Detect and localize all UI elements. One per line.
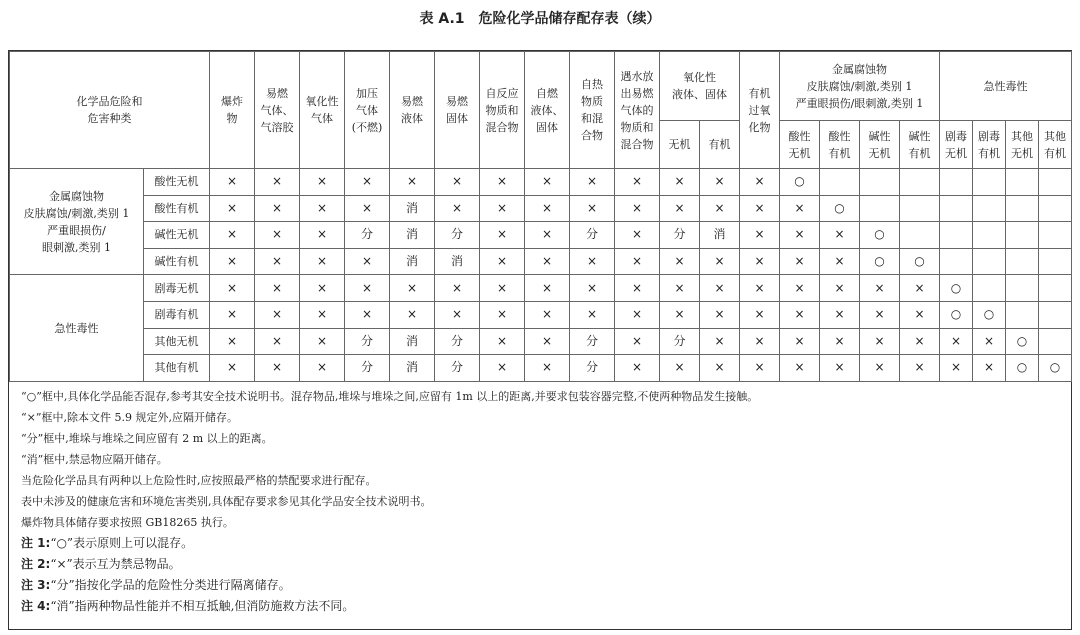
grid-cell: × (820, 248, 860, 275)
header-line: 酸性 (828, 129, 851, 143)
grid-cell: × (740, 301, 780, 328)
grid-cell (940, 195, 973, 222)
grid-cell: × (480, 328, 525, 355)
grid-cell (1006, 195, 1039, 222)
row-group-label (10, 169, 144, 275)
grid-cell: × (780, 195, 820, 222)
header-line: 爆炸 (221, 95, 243, 108)
grid-cell: × (435, 275, 480, 302)
grid-cell: × (615, 169, 660, 196)
grid-cell: × (860, 328, 900, 355)
header-line: 其他 (1011, 129, 1034, 143)
peroxide-column-header (740, 52, 780, 169)
grid-cell: × (525, 248, 570, 275)
header-line: 易燃 (266, 86, 288, 100)
header-line: 过氧 (748, 103, 771, 117)
grid-cell: 分 (570, 355, 615, 382)
grid-cell: × (435, 301, 480, 328)
grid-cell (1039, 328, 1072, 355)
grid-cell: × (615, 195, 660, 222)
grid-cell: × (345, 169, 390, 196)
grid-cell: × (660, 169, 700, 196)
header-line: 无机 (868, 146, 891, 160)
header-line: 皮肤腐蚀/刺激,类别 1 (806, 79, 913, 93)
grid-cell: × (820, 355, 860, 382)
grid-cell: × (480, 301, 525, 328)
grid-cell: × (615, 222, 660, 249)
header-line: 酸性 (788, 129, 811, 143)
grid-cell: × (435, 169, 480, 196)
grid-cell: × (480, 169, 525, 196)
row-label: 剧毒无机 (144, 275, 210, 302)
grid-cell: × (740, 248, 780, 275)
grid-cell: 消 (390, 355, 435, 382)
oxidizer-group-header (660, 52, 740, 121)
column-header (525, 52, 570, 169)
grid-cell: × (780, 275, 820, 302)
grid-cell: × (700, 328, 740, 355)
header-line: 易燃 (446, 95, 468, 108)
grid-cell: 消 (390, 248, 435, 275)
grid-cell (1006, 222, 1039, 249)
grid-cell (973, 169, 1006, 196)
grid-cell (900, 222, 940, 249)
column-header (255, 52, 300, 169)
header-line: 液体、固体 (672, 88, 727, 101)
row-label: 其他有机 (144, 355, 210, 382)
grid-cell: 消 (390, 222, 435, 249)
grid-cell: ○ (860, 222, 900, 249)
grid-cell: × (780, 328, 820, 355)
grid-cell (973, 248, 1006, 275)
column-header (480, 52, 525, 169)
corner-header (10, 52, 210, 169)
grid-cell: × (300, 169, 345, 196)
toxic-group-header: 急性毒性 (940, 52, 1072, 121)
grid-cell: × (480, 275, 525, 302)
grid-cell: × (700, 355, 740, 382)
table-row (10, 195, 1072, 222)
header-line: 严重眼损伤/眼刺激,类别 1 (795, 96, 924, 110)
grid-cell (1006, 169, 1039, 196)
grid-cell: 分 (435, 355, 480, 382)
grid-cell: × (820, 275, 860, 302)
grid-cell: × (570, 275, 615, 302)
grid-cell: ○ (973, 301, 1006, 328)
grid-cell: × (525, 355, 570, 382)
grid-cell: × (740, 222, 780, 249)
grid-cell: 分 (435, 222, 480, 249)
grid-cell: × (255, 301, 300, 328)
grid-cell (1039, 169, 1072, 196)
grid-cell: × (390, 301, 435, 328)
grid-cell: × (570, 248, 615, 275)
row-label: 碱性无机 (144, 222, 210, 249)
header-line: 物 (226, 112, 238, 125)
grid-cell: × (660, 355, 700, 382)
header-line: 眼刺激,类别 1 (42, 240, 111, 254)
grid-cell: × (210, 275, 255, 302)
header-line: 混合物 (485, 120, 519, 134)
grid-cell: × (660, 301, 700, 328)
header-line: 物质 (581, 95, 603, 108)
header-line: 严重眼损伤/ (47, 223, 106, 237)
footnote-2: 注 2:“×”表示互为禁忌物品。 (21, 557, 181, 571)
grid-cell: × (900, 301, 940, 328)
grid-cell: × (700, 275, 740, 302)
header-line: 合物 (581, 129, 603, 142)
header-line: 无机 (788, 146, 811, 160)
header-line: 易燃 (401, 95, 423, 108)
grid-cell: × (345, 275, 390, 302)
grid-cell: 消 (435, 248, 480, 275)
grid-cell: × (255, 195, 300, 222)
header-line: 金属腐蚀物 (49, 189, 104, 203)
header-line: 遇水放 (620, 69, 654, 83)
grid-cell (1039, 275, 1072, 302)
grid-cell: × (860, 355, 900, 382)
notes-section (21, 386, 1061, 617)
grid-cell: × (300, 328, 345, 355)
grid-cell: × (300, 301, 345, 328)
header-line: 无机 (1011, 146, 1034, 160)
corrosive-group-header (780, 52, 940, 121)
grid-cell: 分 (570, 328, 615, 355)
toxic-subheader (1039, 121, 1072, 169)
column-header (300, 52, 345, 169)
note-other-hazards: 表中未涉及的健康危害和环境危害类别,具体配存要求参见其化学品安全技术说明书。 (21, 495, 432, 508)
column-header (210, 52, 255, 169)
header-line: 有机 (908, 146, 931, 160)
header-line: 混合物 (620, 137, 654, 151)
header-line: 气体 (356, 103, 378, 117)
table-row (10, 301, 1072, 328)
grid-cell: ○ (780, 169, 820, 196)
header-line: 碱性 (908, 129, 931, 143)
toxic-subheader (1006, 121, 1039, 169)
footnote-1: 注 1:“○”表示原则上可以混存。 (21, 536, 194, 550)
grid-cell: × (525, 195, 570, 222)
grid-cell: × (345, 301, 390, 328)
grid-cell (860, 195, 900, 222)
grid-cell: × (780, 355, 820, 382)
grid-cell: × (780, 222, 820, 249)
grid-cell: × (740, 275, 780, 302)
grid-cell (973, 195, 1006, 222)
note-explosives: 爆炸物具体储存要求按照 GB18265 执行。 (21, 516, 234, 529)
header-line: 皮肤腐蚀/刺激,类别 1 (23, 206, 130, 220)
grid-cell: × (700, 248, 740, 275)
header-line: 气体的 (620, 103, 654, 117)
grid-cell: × (900, 275, 940, 302)
grid-cell: × (820, 328, 860, 355)
grid-cell: × (780, 301, 820, 328)
storage-compatibility-table (8, 50, 1072, 630)
note-circle: “○”框中,具体化学品能否混存,参考其安全技术说明书。混存物品,堆垛与堆垛之间,应留有 1m 以上的距离,并要求包装容器完整,不使两种物品发生接触。 (21, 390, 759, 403)
grid-cell: × (255, 275, 300, 302)
grid-cell: × (615, 355, 660, 382)
grid-cell: × (255, 328, 300, 355)
grid-cell: × (480, 248, 525, 275)
row-label: 碱性有机 (144, 248, 210, 275)
grid-cell: × (210, 169, 255, 196)
grid-cell: 消 (390, 195, 435, 222)
grid-cell: × (660, 275, 700, 302)
grid-cell: ○ (860, 248, 900, 275)
table-row (10, 169, 1072, 196)
header-line: 氧化性 (683, 71, 716, 84)
row-label: 酸性有机 (144, 195, 210, 222)
column-header (615, 52, 660, 169)
grid-cell: × (615, 248, 660, 275)
note-cross: “×”框中,除本文件 5.9 规定外,应隔开储存。 (21, 411, 238, 424)
header-line: 和混 (581, 112, 603, 125)
column-header (435, 52, 480, 169)
grid-cell: × (210, 328, 255, 355)
grid-cell: × (480, 195, 525, 222)
grid-cell: × (390, 169, 435, 196)
grid-cell: × (820, 222, 860, 249)
header-line: 自热 (581, 78, 603, 91)
table-title: 表 A.1 危险化学品储存配存表（续） (419, 11, 661, 27)
header-line: 金属腐蚀物 (832, 62, 887, 76)
header-line: 自燃 (536, 86, 558, 100)
row-label: 其他无机 (144, 328, 210, 355)
grid-cell: × (740, 328, 780, 355)
header-line: 化学品危险和 (76, 95, 143, 108)
grid-cell: × (210, 248, 255, 275)
header-line: 气体 (311, 112, 333, 125)
grid-cell: × (700, 169, 740, 196)
toxic-subheader (973, 121, 1006, 169)
header-line: 液体、 (530, 103, 564, 117)
table-row (10, 248, 1072, 275)
grid-cell: × (300, 248, 345, 275)
grid-cell: × (525, 169, 570, 196)
grid-cell: ○ (820, 195, 860, 222)
column-header (390, 52, 435, 169)
grid-cell: × (820, 301, 860, 328)
grid-cell: × (525, 222, 570, 249)
grid-cell: × (570, 195, 615, 222)
grid-cell: 分 (660, 222, 700, 249)
header-line: 急性毒性 (54, 321, 99, 335)
corrosive-subheader (820, 121, 860, 169)
grid-cell: × (255, 248, 300, 275)
grid-cell: 消 (700, 222, 740, 249)
grid-cell: × (525, 328, 570, 355)
grid-cell: × (210, 301, 255, 328)
grid-cell: 分 (435, 328, 480, 355)
header-line: 化物 (748, 120, 771, 134)
grid-cell: × (940, 355, 973, 382)
oxidizer-subheader: 无机 (660, 121, 700, 169)
header-line: 物质和 (485, 103, 519, 117)
grid-cell: × (570, 169, 615, 196)
grid-cell: ○ (1006, 328, 1039, 355)
grid-cell: ○ (940, 275, 973, 302)
header-line: 固体 (446, 112, 468, 125)
grid-cell (940, 248, 973, 275)
grid-cell: × (480, 355, 525, 382)
grid-cell: × (860, 275, 900, 302)
header-line: 气溶胶 (260, 120, 294, 134)
header-line: 有机 (978, 146, 1001, 160)
header-line: 出易燃 (620, 86, 654, 100)
grid-cell (940, 169, 973, 196)
oxidizer-subheader: 有机 (700, 121, 740, 169)
grid-cell (1006, 248, 1039, 275)
grid-cell: × (435, 195, 480, 222)
header-line: 无机 (945, 146, 968, 160)
toxic-subheader (940, 121, 973, 169)
grid-cell (900, 195, 940, 222)
grid-cell: × (300, 195, 345, 222)
grid-cell: ○ (1039, 355, 1072, 382)
grid-cell (973, 222, 1006, 249)
grid-cell: × (210, 355, 255, 382)
note-multi-hazard: 当危险化学品具有两种以上危险性时,应按照最严格的禁配要求进行配存。 (21, 474, 377, 487)
grid-cell: × (973, 328, 1006, 355)
grid-cell: × (860, 301, 900, 328)
grid-cell (820, 169, 860, 196)
grid-cell: × (255, 355, 300, 382)
grid-cell: × (480, 222, 525, 249)
grid-cell: × (900, 328, 940, 355)
grid-cell: × (525, 301, 570, 328)
grid-cell: × (255, 222, 300, 249)
grid-cell: × (660, 195, 700, 222)
header-line: (不燃) (351, 120, 383, 134)
grid-cell (860, 169, 900, 196)
grid-cell: × (700, 301, 740, 328)
grid-cell: × (940, 328, 973, 355)
grid-cell (900, 169, 940, 196)
grid-cell (1039, 222, 1072, 249)
grid-cell: × (300, 275, 345, 302)
corrosive-subheader (860, 121, 900, 169)
row-label: 酸性无机 (144, 169, 210, 196)
row-group-label (10, 275, 144, 381)
table-row (10, 222, 1072, 249)
grid-cell: 分 (345, 222, 390, 249)
grid-cell: × (300, 355, 345, 382)
grid-cell (1039, 248, 1072, 275)
grid-cell: × (740, 355, 780, 382)
row-label: 剧毒有机 (144, 301, 210, 328)
grid-cell: 分 (570, 222, 615, 249)
column-header (570, 52, 615, 169)
compatibility-grid (9, 51, 1072, 382)
column-header (345, 52, 390, 169)
header-line: 自反应 (485, 86, 519, 100)
corrosive-subheader (900, 121, 940, 169)
grid-cell: ○ (940, 301, 973, 328)
header-line: 碱性 (868, 129, 891, 143)
header-line: 剧毒 (978, 129, 1001, 143)
grid-cell (973, 275, 1006, 302)
grid-cell: × (973, 355, 1006, 382)
grid-cell: × (780, 248, 820, 275)
note-fen: “分”框中,堆垛与堆垛之间应留有 2 m 以上的距离。 (21, 432, 273, 445)
note-xiao: “消”框中,禁忌物应隔开储存。 (21, 453, 168, 466)
header-line: 加压 (356, 86, 378, 100)
header-line: 有机 (748, 86, 771, 100)
grid-cell: 分 (345, 328, 390, 355)
header-line: 其他 (1044, 129, 1067, 143)
header-line: 液体 (401, 112, 423, 125)
grid-cell: × (210, 195, 255, 222)
footnote-4: 注 4:“消”指两种物品性能并不相互抵触,但消防施救方法不同。 (21, 599, 355, 613)
footnote-3: 注 3:“分”指按化学品的危险性分类进行隔离储存。 (21, 578, 291, 592)
grid-cell: × (255, 169, 300, 196)
header-line: 剧毒 (945, 129, 968, 143)
grid-cell: × (345, 195, 390, 222)
grid-cell: × (615, 301, 660, 328)
grid-cell: × (900, 355, 940, 382)
grid-cell: ○ (1006, 355, 1039, 382)
header-line: 固体 (536, 120, 558, 134)
grid-cell: 消 (390, 328, 435, 355)
header-line: 物质和 (620, 120, 654, 134)
table-row (10, 355, 1072, 382)
grid-cell: × (345, 248, 390, 275)
grid-cell: × (660, 248, 700, 275)
header-line: 有机 (1044, 146, 1067, 160)
grid-cell (1006, 301, 1039, 328)
grid-cell (1039, 301, 1072, 328)
grid-cell (940, 222, 973, 249)
grid-cell: × (300, 222, 345, 249)
grid-cell (1039, 195, 1072, 222)
grid-cell: 分 (345, 355, 390, 382)
grid-cell: × (525, 275, 570, 302)
grid-cell: × (390, 275, 435, 302)
table-row (10, 328, 1072, 355)
header-line: 气体、 (260, 103, 294, 117)
table-row (10, 275, 1072, 302)
grid-cell: × (210, 222, 255, 249)
grid-cell: × (615, 328, 660, 355)
grid-cell: × (740, 169, 780, 196)
corrosive-subheader (780, 121, 820, 169)
header-line: 氧化性 (305, 95, 339, 108)
grid-cell: × (570, 301, 615, 328)
header-line: 危害种类 (87, 112, 132, 125)
header-line: 有机 (828, 146, 851, 160)
grid-cell: × (700, 195, 740, 222)
grid-cell: 分 (660, 328, 700, 355)
grid-cell (1006, 275, 1039, 302)
grid-cell: × (740, 195, 780, 222)
grid-cell: ○ (900, 248, 940, 275)
grid-cell: × (615, 275, 660, 302)
